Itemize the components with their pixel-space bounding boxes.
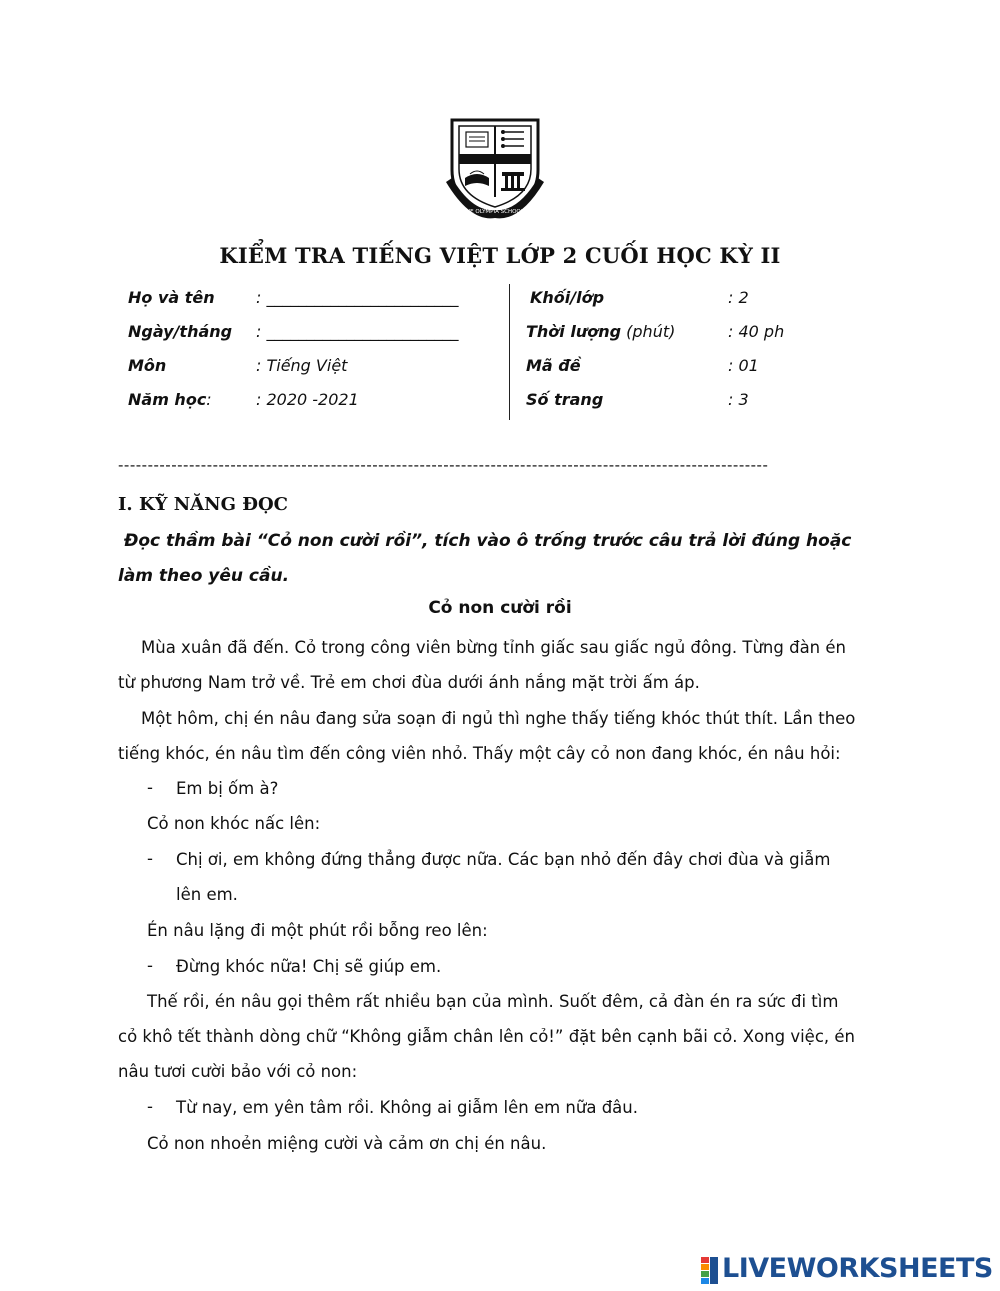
dialogue-line: Em bị ốm à? [176, 779, 279, 798]
name-label: Họ và tên [128, 288, 215, 307]
instruction-text: Đọc thầm bài “Cỏ non cười rồi”, tích vào ô trống trước câu trả lời đúng hoặc làm theo yêu cầu. [118, 531, 852, 586]
liveworksheets-logo-icon [700, 1253, 720, 1287]
name-field[interactable]: : ________________________ [256, 288, 459, 307]
date-field[interactable]: : ________________________ [256, 322, 459, 341]
story-line: Én nâu lặng đi một phút rồi bỗng reo lên: [147, 921, 488, 940]
page-count-label: Số trang [526, 390, 604, 409]
dialogue-line: Đừng khóc nữa! Chị sẽ giúp em. [176, 957, 442, 976]
subject-value: : Tiếng Việt [256, 356, 348, 375]
section-heading: I. KỸ NĂNG ĐỌC [118, 494, 288, 515]
dialogue-line: Từ nay, em yên tâm rồi. Không ai giẫm lên em nữa đâu. [176, 1098, 638, 1117]
school-year-value: : 2020 -2021 [256, 390, 359, 409]
school-year-label: Năm học: [128, 390, 212, 409]
story-line: Cỏ non nhoẻn miệng cười và cảm ơn chị én nâu. [147, 1134, 547, 1153]
story-line: Mùa xuân đã đến. Cỏ trong công viên bừng tỉnh giấc sau giấc ngủ đông. Từng đàn én [141, 638, 846, 657]
school-logo [440, 112, 550, 220]
story-title: Cỏ non cười rồi [428, 598, 572, 618]
story-line: cỏ khô tết thành dòng chữ “Không giẫm chân lên cỏ!” đặt bên cạnh bãi cỏ. Xong việc, én [118, 1027, 855, 1046]
duration-label: Thời lượng (phút) [526, 322, 676, 341]
story-line: Một hôm, chị én nâu đang sửa soạn đi ngủ thì nghe thấy tiếng khóc thút thít. Lần theo [141, 709, 856, 728]
dialogue-line: Chị ơi, em không đứng thẳng được nữa. Các bạn nhỏ đến đây chơi đùa và giẫm [176, 850, 831, 869]
grade-value: : 2 [728, 288, 749, 307]
subject-label: Môn [128, 356, 167, 375]
story-line: nâu tươi cười bảo với cỏ non: [118, 1062, 358, 1081]
dialogue-line: lên em. [176, 885, 238, 904]
duration-value: : 40 ph [728, 322, 785, 341]
date-label: Ngày/tháng [128, 322, 233, 341]
story-line: Cỏ non khóc nấc lên: [147, 814, 321, 833]
dialogue-dash: - [147, 1097, 153, 1116]
story-line: Thế rồi, én nâu gọi thêm rất nhiều bạn của mình. Suốt đêm, cả đàn én ra sức đi tìm [147, 992, 839, 1011]
dashed-divider: -------------------------------------------------------------------------------------------------------------- [118, 456, 769, 474]
info-divider [509, 284, 510, 420]
watermark-text: LIVEWORKSHEETS [722, 1253, 993, 1284]
grade-label: Khối/lớp [530, 288, 605, 307]
exam-code-value: : 01 [728, 356, 759, 375]
story-line: từ phương Nam trở về. Trẻ em chơi đùa dưới ánh nắng mặt trời ấm áp. [118, 673, 700, 692]
story-line: tiếng khóc, én nâu tìm đến công viên nhỏ. Thấy một cây cỏ non đang khóc, én nâu hỏi: [118, 744, 841, 763]
dialogue-dash: - [147, 849, 153, 868]
dialogue-dash: - [147, 778, 153, 797]
page-title: KIỂM TRA TIẾNG VIỆT LỚP 2 CUỐI HỌC KỲ II [219, 243, 781, 268]
page-count-value: : 3 [728, 390, 749, 409]
dialogue-dash: - [147, 956, 153, 975]
exam-code-label: Mã đề [526, 356, 581, 375]
svg-text:THE OLYMPIA SCHOOLS: THE OLYMPIA SCHOOLS [462, 209, 528, 215]
